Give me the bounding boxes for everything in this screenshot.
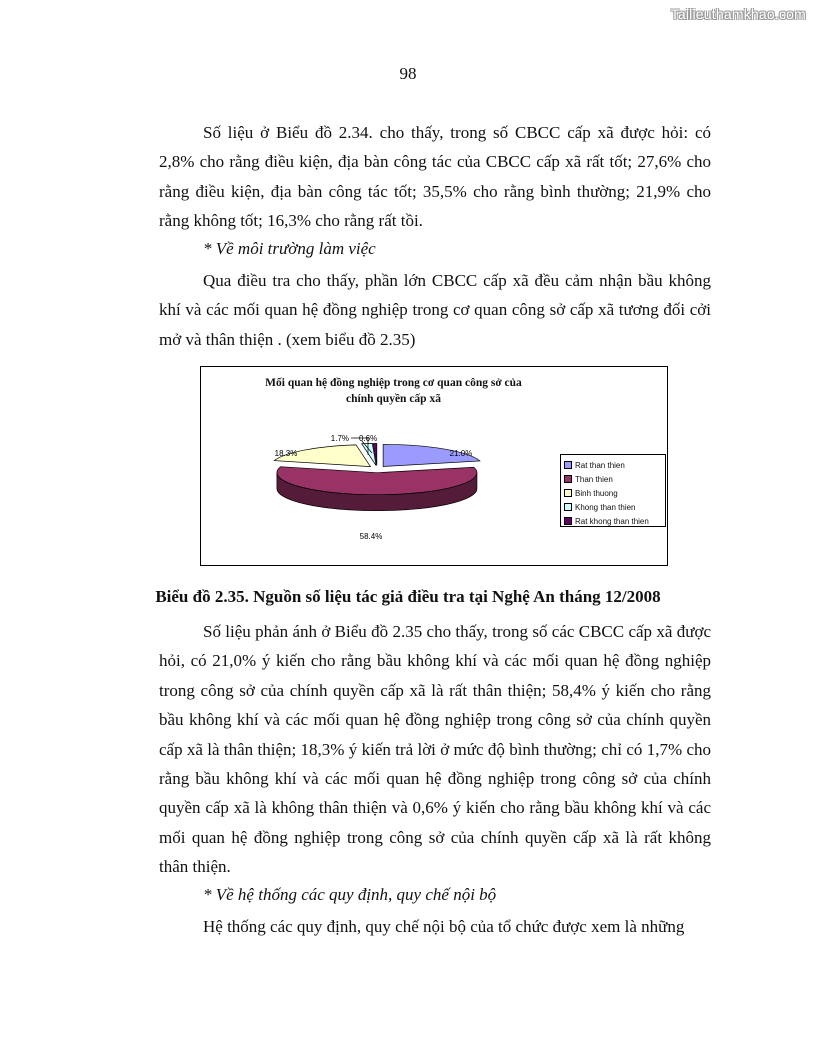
legend-label: Rat khong than thien — [575, 516, 649, 526]
chart-title-line-1: Mối quan hệ đồng nghiệp trong cơ quan công sở của — [265, 377, 522, 389]
chart-caption: Biểu đồ 2.35. Nguồn số liệu tác giả điều tra tại Nghệ An tháng 12/2008 — [155, 587, 661, 606]
chart-legend — [560, 454, 666, 527]
legend-label: Than thien — [575, 474, 613, 484]
data-label-than-thien: 58.4% — [359, 532, 383, 541]
legend-label: Binh thuong — [575, 488, 618, 498]
page-number: 98 — [399, 64, 417, 83]
heading-work-environment: * Về môi trường làm việc — [203, 239, 376, 258]
legend-item-than-thien — [564, 472, 665, 486]
paragraph-1: Số liệu ở Biểu đồ 2.34. cho thấy, trong số CBCC cấp xã được hỏi: có 2,8% cho rằng điều kiện, địa bàn công tác của CBCC cấp xã rất tốt; 27,6% cho rằng điều kiện, địa bàn công tác tốt; 35,5% cho rằng bình thường; 21,9% cho rằng không tốt; 16,3% cho rằng rất tồi. — [159, 123, 711, 231]
paragraph-4: Hệ thống các quy định, quy chế nội bộ của tổ chức được xem là những — [203, 917, 685, 936]
chart-title-line-2: chính quyền cấp xã — [346, 393, 441, 405]
legend-swatch — [564, 461, 572, 469]
paragraph-3: Số liệu phản ánh ở Biểu đồ 2.35 cho thấy, trong số các CBCC cấp xã được hỏi, có 21,0% ý kiến cho rằng bầu không khí và các mối quan hệ đồng nghiệp trong công sở của chính quyền cấp xã là rất thân thiện; 58,4% ý kiến cho rằng bầu không khí và các mối quan hệ đồng nghiệp trong công sở của chính quyền cấp xã là thân thiện; 18,3% ý kiến trả lời ở mức độ bình thường; chỉ có 1,7% cho rằng bầu không khí và các mối quan hệ đồng nghiệp trong công sở của chính quyền cấp xã là không thân thiện và 0,6% ý kiến cho rằng bầu không khí và các mối quan hệ đồng nghiệp trong công sở của chính quyền cấp xã là rất không thân thiện. — [159, 622, 711, 877]
legend-item-binh-thuong — [564, 486, 665, 500]
paragraph-2: Qua điều tra cho thấy, phần lớn CBCC cấp xã đều cảm nhận bầu không khí và các mối quan hệ đồng nghiệp trong cơ quan công sở cấp xã tương đối cởi mở và thân thiện . (xem biểu đồ 2.35) — [159, 271, 711, 349]
heading-regulations: * Về hệ thống các quy định, quy chế nội bộ — [203, 885, 497, 904]
legend-swatch — [564, 503, 572, 511]
legend-label: Khong than thien — [575, 502, 636, 512]
legend-swatch — [564, 517, 572, 525]
data-label-khong-than-thien: 1.7% — [330, 434, 349, 443]
data-label-rat-khong-than-thien: 0.6% — [359, 434, 378, 443]
legend-item-khong-than-thien — [564, 500, 665, 514]
watermark: Tailieuthamkhao.com — [670, 6, 806, 22]
data-label-binh-thuong: 18.3% — [274, 449, 298, 458]
data-label-rat-than-thien: 21.0% — [449, 449, 473, 458]
legend-label: Rat than thien — [575, 460, 625, 470]
legend-item-rat-khong-than-thien — [564, 514, 665, 528]
legend-item-rat-than-thien — [564, 458, 665, 472]
legend-swatch — [564, 489, 572, 497]
pie-chart — [200, 366, 668, 566]
legend-swatch — [564, 475, 572, 483]
